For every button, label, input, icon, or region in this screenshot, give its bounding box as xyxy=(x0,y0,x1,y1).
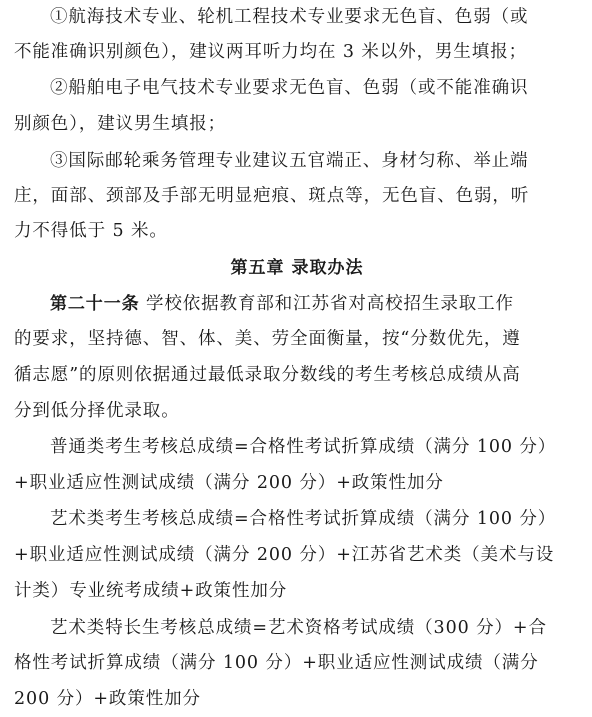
formula-art-line-1: 艺术类考生考核总成绩=合格性考试折算成绩（满分 100 分） xyxy=(50,509,557,529)
chapter-title: 第五章 录取办法 xyxy=(230,258,364,278)
requirement-cruise-line-2: 庄，面部、颈部及手部无明显疤痕、斑点等，无色盲、色弱，听 xyxy=(14,186,530,206)
formula-general-line-2: +职业适应性测试成绩（满分 200 分）+政策性加分 xyxy=(14,473,444,493)
formula-general-line-1: 普通类考生考核总成绩=合格性考试折算成绩（满分 100 分） xyxy=(50,437,557,457)
requirement-nautical-line-1: ①航海技术专业、轮机工程技术专业要求无色盲、色弱（或 xyxy=(50,7,529,27)
article-21-line-4: 分到低分择优录取。 xyxy=(14,401,180,421)
article-21-line-2: 的要求，坚持德、智、体、美、劳全面衡量，按“分数优先，遵 xyxy=(14,329,521,349)
formula-art-special-line-2: 格性考试折算成绩（满分 100 分）+职业适应性测试成绩（满分 xyxy=(14,653,539,673)
article-21-line-3: 循志愿”的原则依据通过最低录取分数线的考生考核总成绩从高 xyxy=(14,365,521,385)
formula-art-special-line-3: 200 分）+政策性加分 xyxy=(14,689,201,709)
requirement-cruise-line-1: ③国际邮轮乘务管理专业建议五官端正、身材匀称、举止端 xyxy=(50,151,529,171)
article-21-label: 第二十一条 xyxy=(50,294,140,314)
requirement-marine-electrical-line-2: 别颜色），建议男生填报； xyxy=(14,114,227,134)
article-21-line-1-text: 学校依据教育部和江苏省对高校招生录取工作 xyxy=(139,294,514,314)
article-21-line-1 xyxy=(50,293,514,315)
requirement-nautical-line-2: 不能准确识别颜色），建议两耳听力均在 3 米以外，男生填报； xyxy=(14,42,528,62)
requirement-cruise-line-3: 力不得低于 5 米。 xyxy=(14,221,168,241)
formula-art-line-3: 计类）专业统考成绩+政策性加分 xyxy=(14,581,288,601)
formula-art-line-2: +职业适应性测试成绩（满分 200 分）+江苏省艺术类（美术与设 xyxy=(14,545,555,565)
formula-art-special-line-1: 艺术类特长生考核总成绩=艺术资格考试成绩（300 分）+合 xyxy=(50,618,547,638)
requirement-marine-electrical-line-1: ②船舶电子电气技术专业要求无色盲、色弱（或不能准确识 xyxy=(50,78,529,98)
